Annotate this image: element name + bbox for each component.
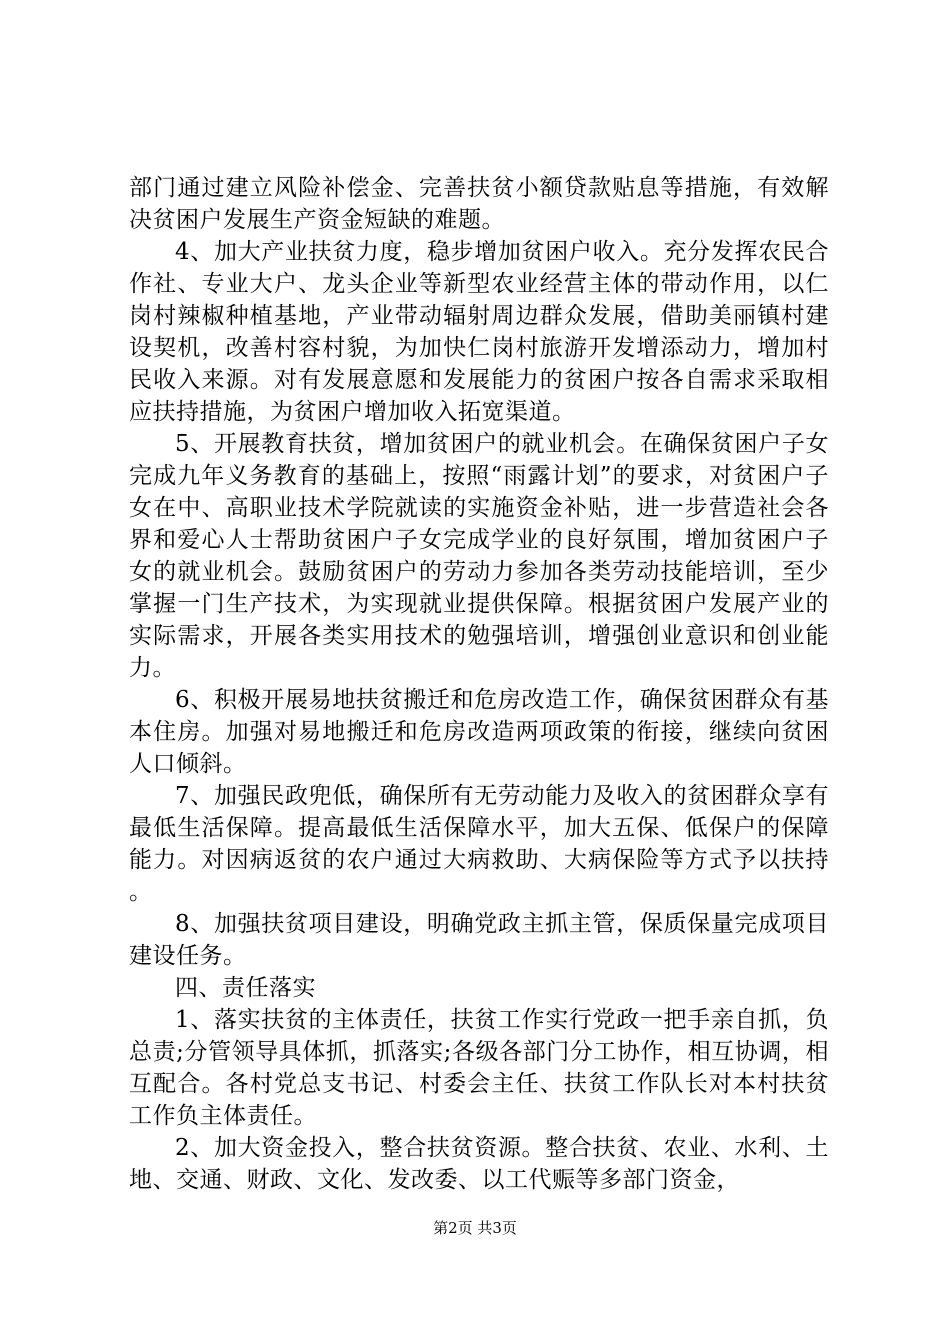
paragraph-1: 部门通过建立风险补偿金、完善扶贫小额贷款贴息等措施，有效解决贫困户发展生产资金短缺的难题。: [129, 175, 829, 233]
paragraph-5: 7、加强民政兜低，确保所有无劳动能力及收入的贫困群众享有最低生活保障。提高最低生活保障水平，加大五保、低保户的保障能力。对因病返贫的农户通过大病救助、大病保险等方式予以扶持。: [129, 783, 829, 905]
page-number-footer: 第2页 共3页: [433, 1219, 517, 1237]
section-heading: 四、责任落实: [175, 975, 316, 1001]
paragraph-2: 4、加大产业扶贫力度，稳步增加贫困户收入。充分发挥农民合作社、专业大户、龙头企业等新型农业经营主体的带动作用，以仁岗村辣椒种植基地，产业带动辐射周边群众发展，借助美丽镇村建设契机，改善村容村貌，为加快仁岗村旅游开发增添动力，增加村民收入来源。对有发展意愿和发展能力的贫困户按各自需求采取相应扶持措施，为贫困户增加收入拓宽渠道。: [129, 239, 829, 425]
paragraph-7: 1、落实扶贫的主体责任，扶贫工作实行党政一把手亲自抓，负总责;分管领导具体抓，抓落实;各级各部门分工协作，相互协调，相互配合。各村党总支书记、村委会主任、扶贫工作队长对本村扶贫工作负主体责任。: [129, 1007, 829, 1129]
paragraph-3: 5、开展教育扶贫，增加贫困户的就业机会。在确保贫困户子女完成九年义务教育的基础上，按照“雨露计划”的要求，对贫困户子女在中、高职业技术学院就读的实施资金补贴，进一步营造社会各界和爱心人士帮助贫困户子女完成学业的良好氛围，增加贫困户子女的就业机会。鼓励贫困户的劳动力参加各类劳动技能培训，至少掌握一门生产技术，为实现就业提供保障。根据贫困户发展产业的实际需求，开展各类实用技术的勉强培训，增强创业意识和创业能力。: [129, 431, 829, 681]
paragraph-6: 8、加强扶贫项目建设，明确党政主抓主管，保质保量完成项目建设任务。: [129, 911, 829, 969]
document-body: [129, 172, 829, 1196]
paragraph-8: 2、加大资金投入，整合扶贫资源。整合扶贫、农业、水利、土地、交通、财政、文化、发改委、以工代赈等多部门资金，: [129, 1135, 829, 1193]
paragraph-4: 6、积极开展易地扶贫搬迁和危房改造工作，确保贫困群众有基本住房。加强对易地搬迁和危房改造两项政策的衔接，继续向贫困人口倾斜。: [129, 687, 829, 777]
